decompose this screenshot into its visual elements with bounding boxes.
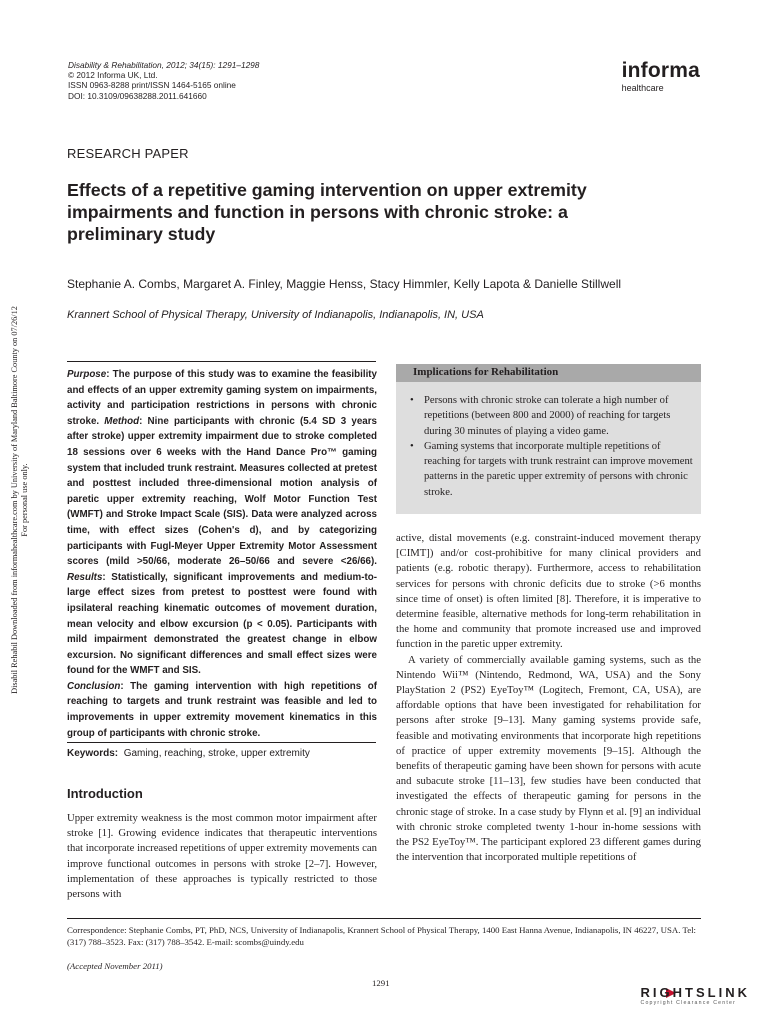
implications-heading: Implications for Rehabilitation: [413, 366, 559, 378]
doi-line: DOI: 10.3109/09638288.2011.641660: [68, 90, 207, 101]
affiliation: Krannert School of Physical Therapy, University of Indianapolis, Indianapolis, IN, USA: [67, 309, 484, 321]
abstract-purpose: : The purpose of this study was to examine the feasibility and effects of an upper extremity gaming system on impairments, activity and participation restrictions in persons with chronic stroke.: [67, 369, 377, 427]
issn-line: ISSN 0963-8288 print/ISSN 1464-5165 online: [68, 80, 236, 91]
introduction-right-column: [396, 531, 701, 865]
paragraph: A variety of commercially available gaming systems, such as the Nintendo Wii™ (Nintendo, Redmond, WA, USA) and the Sony PlayStation 2 (PS2) EyeToy™ (Logitech, Fremont, CA, USA), are affordable options that have been investigated for rehabilitation for persons after stroke [9–13]. Many gaming systems provide safe, feasible and motivating environments that incorporate high repetitions of practice of upper extremity movements [9–15]. Although the benefits of therapeutic gaming have been shown for persons with acute and subacute stroke [11–13], few studies have been conducted that investigated the effects of therapeutic gaming for persons in the chronic stage of stroke. In a case study by Flynn et al. [9] an individual with chronic stroke completed twenty 1-hour in-home sessions with the PS2 EyeToy™. The participant explored 23 different games during the intervention that incorporated multiple repetitions of: [396, 653, 701, 864]
author-list: Stephanie A. Combs, Margaret A. Finley, Maggie Henss, Stacy Himmler, Kelly Lapota & Danielle Stillwell: [67, 277, 622, 291]
download-notice-line: For personal use only.: [20, 463, 29, 537]
implications-header: [396, 364, 701, 382]
rightslink-logo: RIGHTSLINK: [640, 985, 750, 1000]
introduction-left-column: Upper extremity weakness is the most common motor impairment after stroke [1]. Growing evidence indicates that therapeutic interventions that incorporate increased repetitions of upper extremity movements can improve functional outcomes in persons with stroke [2–7]. However, implementation of these approaches is typically restricted to those persons with: [67, 812, 377, 901]
page-number: 1291: [372, 978, 390, 988]
publisher-subname: healthcare: [621, 83, 664, 93]
keywords: [67, 748, 377, 759]
abstract-results-label: Results: [67, 571, 103, 583]
accepted-date: (Accepted November 2011): [67, 961, 163, 971]
introduction-heading: Introduction: [67, 786, 143, 801]
abstract-method: : Nine participants with chronic (5.4 SD 3 years after stroke) upper extremity impairment due to stroke completed 18 sessions over 6 weeks with the Hand Dance Pro™ gaming system that included trunk restraint. Measures collected at pretest and posttest included three-dimensional motion analysis of paretic upper extremity reaching, Wolf Motor Function Test (WMFT) and Stroke Impact Scale (SIS). Data were analyzed across time, with effect sizes (Cohen's d), and by categorizing participants with Fugl-Meyer Upper Extremity Motor Assessment scores (mild >50/66, moderate 26–50/66 and severe <26/66).: [67, 415, 377, 568]
abstract-bottom-rule: [67, 742, 376, 743]
paragraph: active, distal movements (e.g. constraint-induced movement therapy [CIMT]) and/or cost-prohibitive for many clinical providers and patients (e.g. robotic therapy). Furthermore, access to rehabilitation services for persons with chronic deficits due to stroke (>6 months since time of onset) is often limited [8]. Therefore, it is imperative to determine feasible, alternative methods for long-term rehabilitation in the home and community that promote increased use and improved function in the paretic upper extremity.: [396, 532, 701, 651]
article-title: Effects of a repetitive gaming intervention on upper extremity impairments and function in persons with chronic stroke: a preliminary study: [67, 180, 587, 244]
journal-header: [68, 60, 259, 101]
download-notice-line: Disabil Rehabil Downloaded from informahealthcare.com by University of Maryland Baltimore County on 07/26/12: [10, 306, 19, 694]
abstract-conclusion-label: Conclusion: [67, 680, 121, 692]
journal-citation: Disability & Rehabilitation, 2012; 34(15): 1291–1298: [68, 60, 260, 70]
abstract: [67, 367, 377, 741]
correspondence-note: Correspondence: Stephanie Combs, PT, PhD, NCS, University of Indianapolis, Krannert School of Physical Therapy, 1400 East Hanna Avenue, Indianapolis, IN 46227, USA. Tel: (317) 788–3523. Fax: (317) 788–3542. E-mail: scombs@uindy.edu: [67, 925, 696, 947]
publisher-name: informa: [621, 59, 700, 82]
copyright-line: © 2012 Informa UK, Ltd.: [68, 70, 158, 81]
keywords-label: Keywords:: [67, 748, 119, 759]
abstract-conclusion: : The gaming intervention with high repetitions of reaching to targets and trunk restraint was feasible and led to improvements in upper extremity movement kinematics in this group of participants with chronic stroke.: [67, 680, 377, 739]
abstract-top-rule: [67, 361, 376, 362]
abstract-purpose-label: Purpose: [67, 369, 107, 380]
rightslink-subtitle: Copyright Clearance Center: [640, 1000, 736, 1006]
abstract-results: : Statistically, significant improvements and medium-to-large effect sizes from pretest to posttest were found with ipsilateral reaching kinematic outcomes of movement duration, mean velocity and elbow excursion (p < 0.05). Participants with mild impairment demonstrated the greatest change in elbow excursion. No significant differences and small effect sizes were found for the WMFT and SIS.: [67, 571, 377, 677]
implications-item: • Gaming systems that incorporate multiple repetitions of reaching for targets with trunk restraint can improve movement patterns in the paretic upper extremity of persons with chronic stroke.: [408, 439, 695, 500]
footer-rule: [67, 918, 701, 919]
implications-list: [408, 393, 695, 500]
publisher-logo: [622, 60, 700, 93]
download-notice: [0, 260, 40, 740]
keywords-text: Gaming, reaching, stroke, upper extremity: [123, 748, 310, 759]
section-label: RESEARCH PAPER: [67, 146, 189, 161]
abstract-method-label: Method: [104, 415, 140, 427]
implications-item: • Persons with chronic stroke can tolerate a high number of repetitions (between 800 and 2000) of reaching for targets during 30 minutes of playing a video game.: [408, 393, 695, 439]
